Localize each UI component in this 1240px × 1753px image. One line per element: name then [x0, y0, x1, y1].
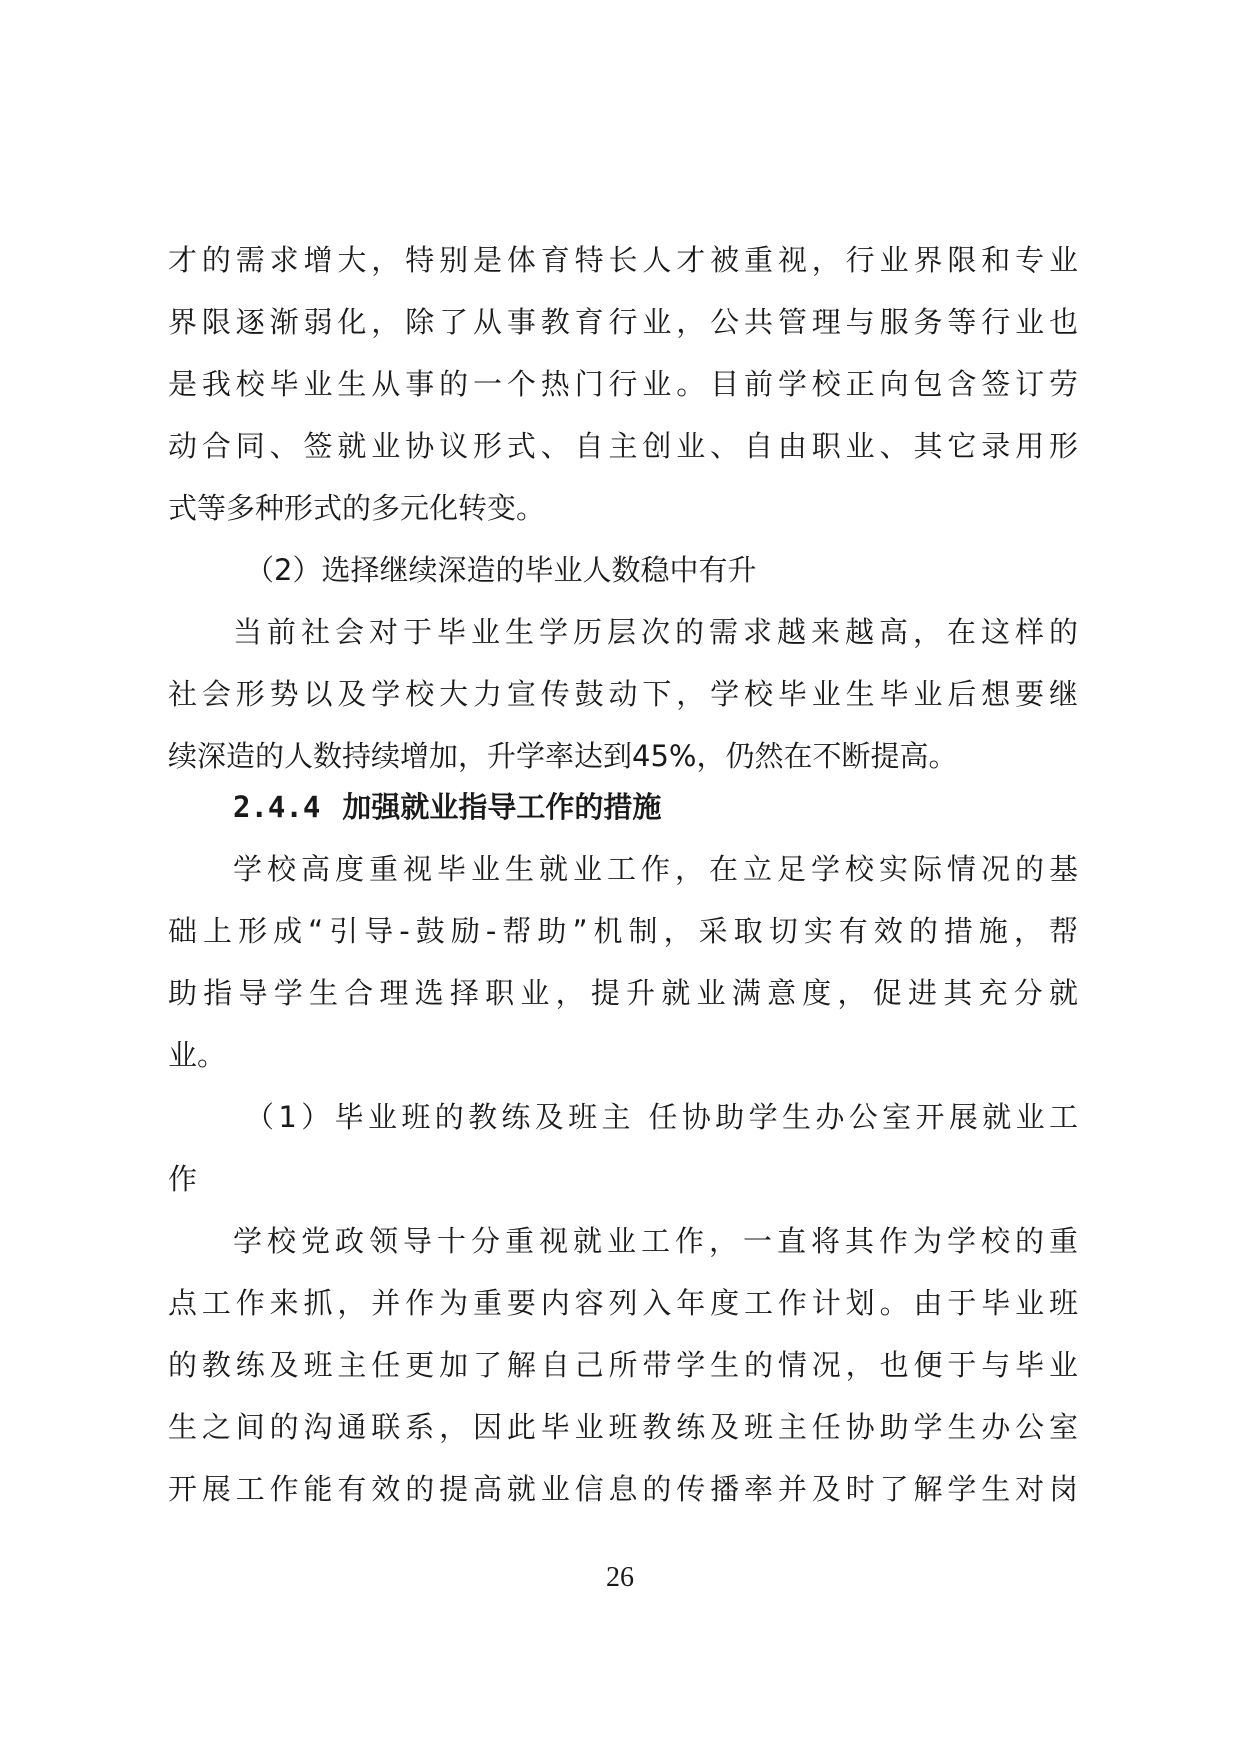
- paragraph-line: 的教练及班主任更加了解自己所带学生的情况，也便于与毕业: [168, 1348, 1078, 1382]
- subheading-1-continuation: 作: [168, 1162, 198, 1196]
- paragraph-line: 学校党政领导十分重视就业工作，一直将其作为学校的重: [233, 1224, 1078, 1258]
- section-heading: [233, 787, 661, 827]
- paragraph-line: 才的需求增大，特别是体育特长人才被重视，行业界限和专业: [168, 243, 1078, 277]
- paragraph-line: 学校高度重视毕业生就业工作，在立足学校实际情况的基: [233, 852, 1078, 886]
- paragraph-line: 式等多种形式的多元化转变。: [168, 491, 546, 525]
- section-number: 2.4.4: [233, 790, 321, 824]
- subheading-2: （2）选择继续深造的毕业人数稳中有升: [245, 553, 757, 587]
- paragraph-line: 动合同、签就业协议形式、自主创业、自由职业、其它录用形: [168, 429, 1078, 463]
- paragraph-line: 生之间的沟通联系，因此毕业班教练及班主任协助学生办公室: [168, 1410, 1078, 1444]
- subheading-1: （1）毕业班的教练及班主 任协助学生办公室开展就业工: [245, 1100, 1078, 1134]
- paragraph-line: 当前社会对于毕业生学历层次的需求越来越高，在这样的: [233, 615, 1078, 649]
- paragraph-line: 社会形势以及学校大力宣传鼓动下，学校毕业生毕业后想要继: [168, 677, 1078, 711]
- paragraph-line: 业。: [168, 1038, 227, 1072]
- page-number: 26: [606, 1562, 634, 1593]
- section-title: 加强就业指导工作的措施: [342, 790, 662, 824]
- paragraph-line: 助指导学生合理选择职业，提升就业满意度，促进其充分就: [168, 976, 1078, 1010]
- paragraph-line: 界限逐渐弱化，除了从事教育行业，公共管理与服务等行业也: [168, 305, 1078, 339]
- paragraph-line: 开展工作能有效的提高就业信息的传播率并及时了解学生对岗: [168, 1472, 1078, 1506]
- paragraph-line: 续深造的人数持续增加，升学率达到45%，仍然在不断提高。: [168, 739, 958, 773]
- paragraph-line: 是我校毕业生从事的一个热门行业。目前学校正向包含签订劳: [168, 367, 1078, 401]
- paragraph-line: 点工作来抓，并作为重要内容列入年度工作计划。由于毕业班: [168, 1286, 1078, 1320]
- paragraph-line: 础上形成“引导-鼓励-帮助”机制，采取切实有效的措施，帮: [168, 914, 1078, 948]
